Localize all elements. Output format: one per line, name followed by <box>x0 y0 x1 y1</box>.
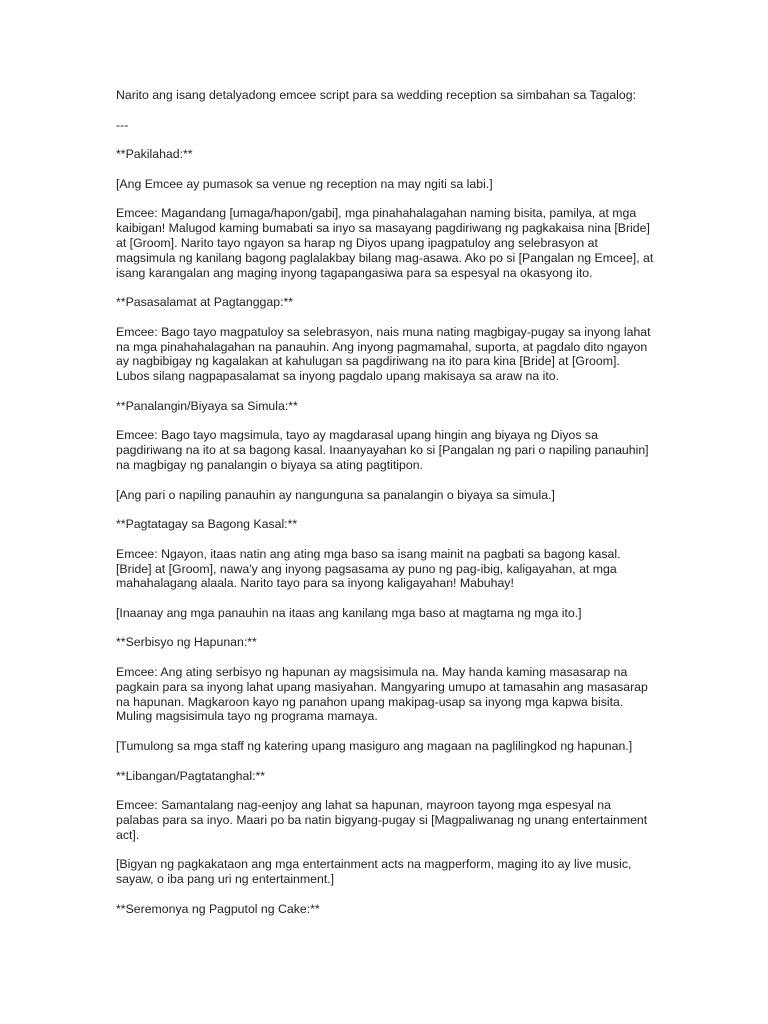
stage-direction: [Inaanay ang mga panauhin na itaas ang kanilang mga baso at magtama ng mga ito.] <box>116 605 582 620</box>
section-heading: **Pasasalamat at Pagtanggap:** <box>116 295 294 310</box>
emcee-paragraph: Emcee: Ang ating serbisyo ng hapunan ay magsisimula na. May handa kaming masasarap na pagkain para sa inyong lahat upang masiyahan. Mangyaring umupo at tamasahin ang masasarap na hapunan. Magkaroon kayo ng panahon upang makipag-usap sa inyong mga kapwa bisita. Muling magsisimula tayo ng programa mamaya. <box>116 665 652 724</box>
separator-line: --- <box>116 117 129 132</box>
emcee-paragraph: Emcee: Magandang [umaga/hapon/gabi], mga pinahahalagahan naming bisita, pamilya, at mga kaibigan! Malugod kaming bumabati sa inyo sa masayang pagdiriwang ng pagkakaisa nina [Bride] at [Groom]. Narito tayo ngayon sa harap ng Diyos upang ipagpatuloy ang selebrasyon at magsimula ng kanilang bagong paglalakbay bilang mag-asawa. Ako po si [Pangalan ng Emcee], at isang karangalan ang maging inyong tagapangasiwa para sa espesyal na okasyong ito. <box>116 206 657 280</box>
stage-direction: [Tumulong sa mga staff ng katering upang masiguro ang magaan na paglilingkod ng hapunan.] <box>116 739 633 754</box>
emcee-paragraph: Emcee: Samantalang nag-eenjoy ang lahat sa hapunan, mayroon tayong mga espesyal na palabas para sa inyo. Maari po ba natin bigyang-pugay si [Magpaliwanag ng unang entertainment act]. <box>116 798 651 842</box>
document-body <box>116 88 656 931</box>
emcee-paragraph: Emcee: Ngayon, itaas natin ang ating mga baso sa isang mainit na pagbati sa bagong kasal. [Bride] at [Groom], nawa'y ang inyong pagsasama ay puno ng pag-ibig, kaligayahan, at mga mahahalagang alaala. Narito tayo para sa inyong kaligayahan! Mabuhay! <box>116 546 624 591</box>
section-heading: **Seremonya ng Pagputol ng Cake:** <box>116 901 320 916</box>
section-heading: **Pakilahad:** <box>116 147 193 162</box>
section-heading: **Pagtatagay sa Bagong Kasal:** <box>116 517 298 532</box>
stage-direction: [Bigyan ng pagkakataon ang mga entertainment acts na magperform, maging ito ay live music, sayaw, o iba pang uri ng entertainment.] <box>116 857 635 887</box>
stage-direction: [Ang Emcee ay pumasok sa venue ng reception na may ngiti sa labi.] <box>116 176 493 191</box>
intro-line: Narito ang isang detalyadong emcee script para sa wedding reception sa simbahan sa Tagalog: <box>116 88 636 102</box>
emcee-paragraph: Emcee: Bago tayo magpatuloy sa selebrasyon, nais muna nating magbigay-pugay sa inyong lahat na mga pinahahalagahan na panauhin. Ang inyong pagmamahal, suporta, at pagdalo dito ngayon ay nagbibigay ng kagalakan at kahulugan sa pagdiriwang na ito para kina [Bride] at [Groom]. Lubos silang nagpapasalamat sa inyong pagdalo upang makisaya sa araw na ito. <box>116 324 654 384</box>
section-heading: **Serbisyo ng Hapunan:** <box>116 635 257 650</box>
section-heading: **Libangan/Pagtatanghal:** <box>116 768 266 783</box>
stage-direction: [Ang pari o napiling panauhin ay nangunguna sa panalangin o biyaya sa simula.] <box>116 487 555 502</box>
emcee-paragraph: Emcee: Bago tayo magsimula, tayo ay magdarasal upang hingin ang biyaya ng Diyos sa pagdiriwang na ito at sa bagong kasal. Inaanyayahan ko si [Pangalan ng pari o napiling panauhin] na magbigay ng panalangin o biyaya sa ating pagtitipon. <box>116 428 652 472</box>
section-heading: **Panalangin/Biyaya sa Simula:** <box>116 398 298 413</box>
